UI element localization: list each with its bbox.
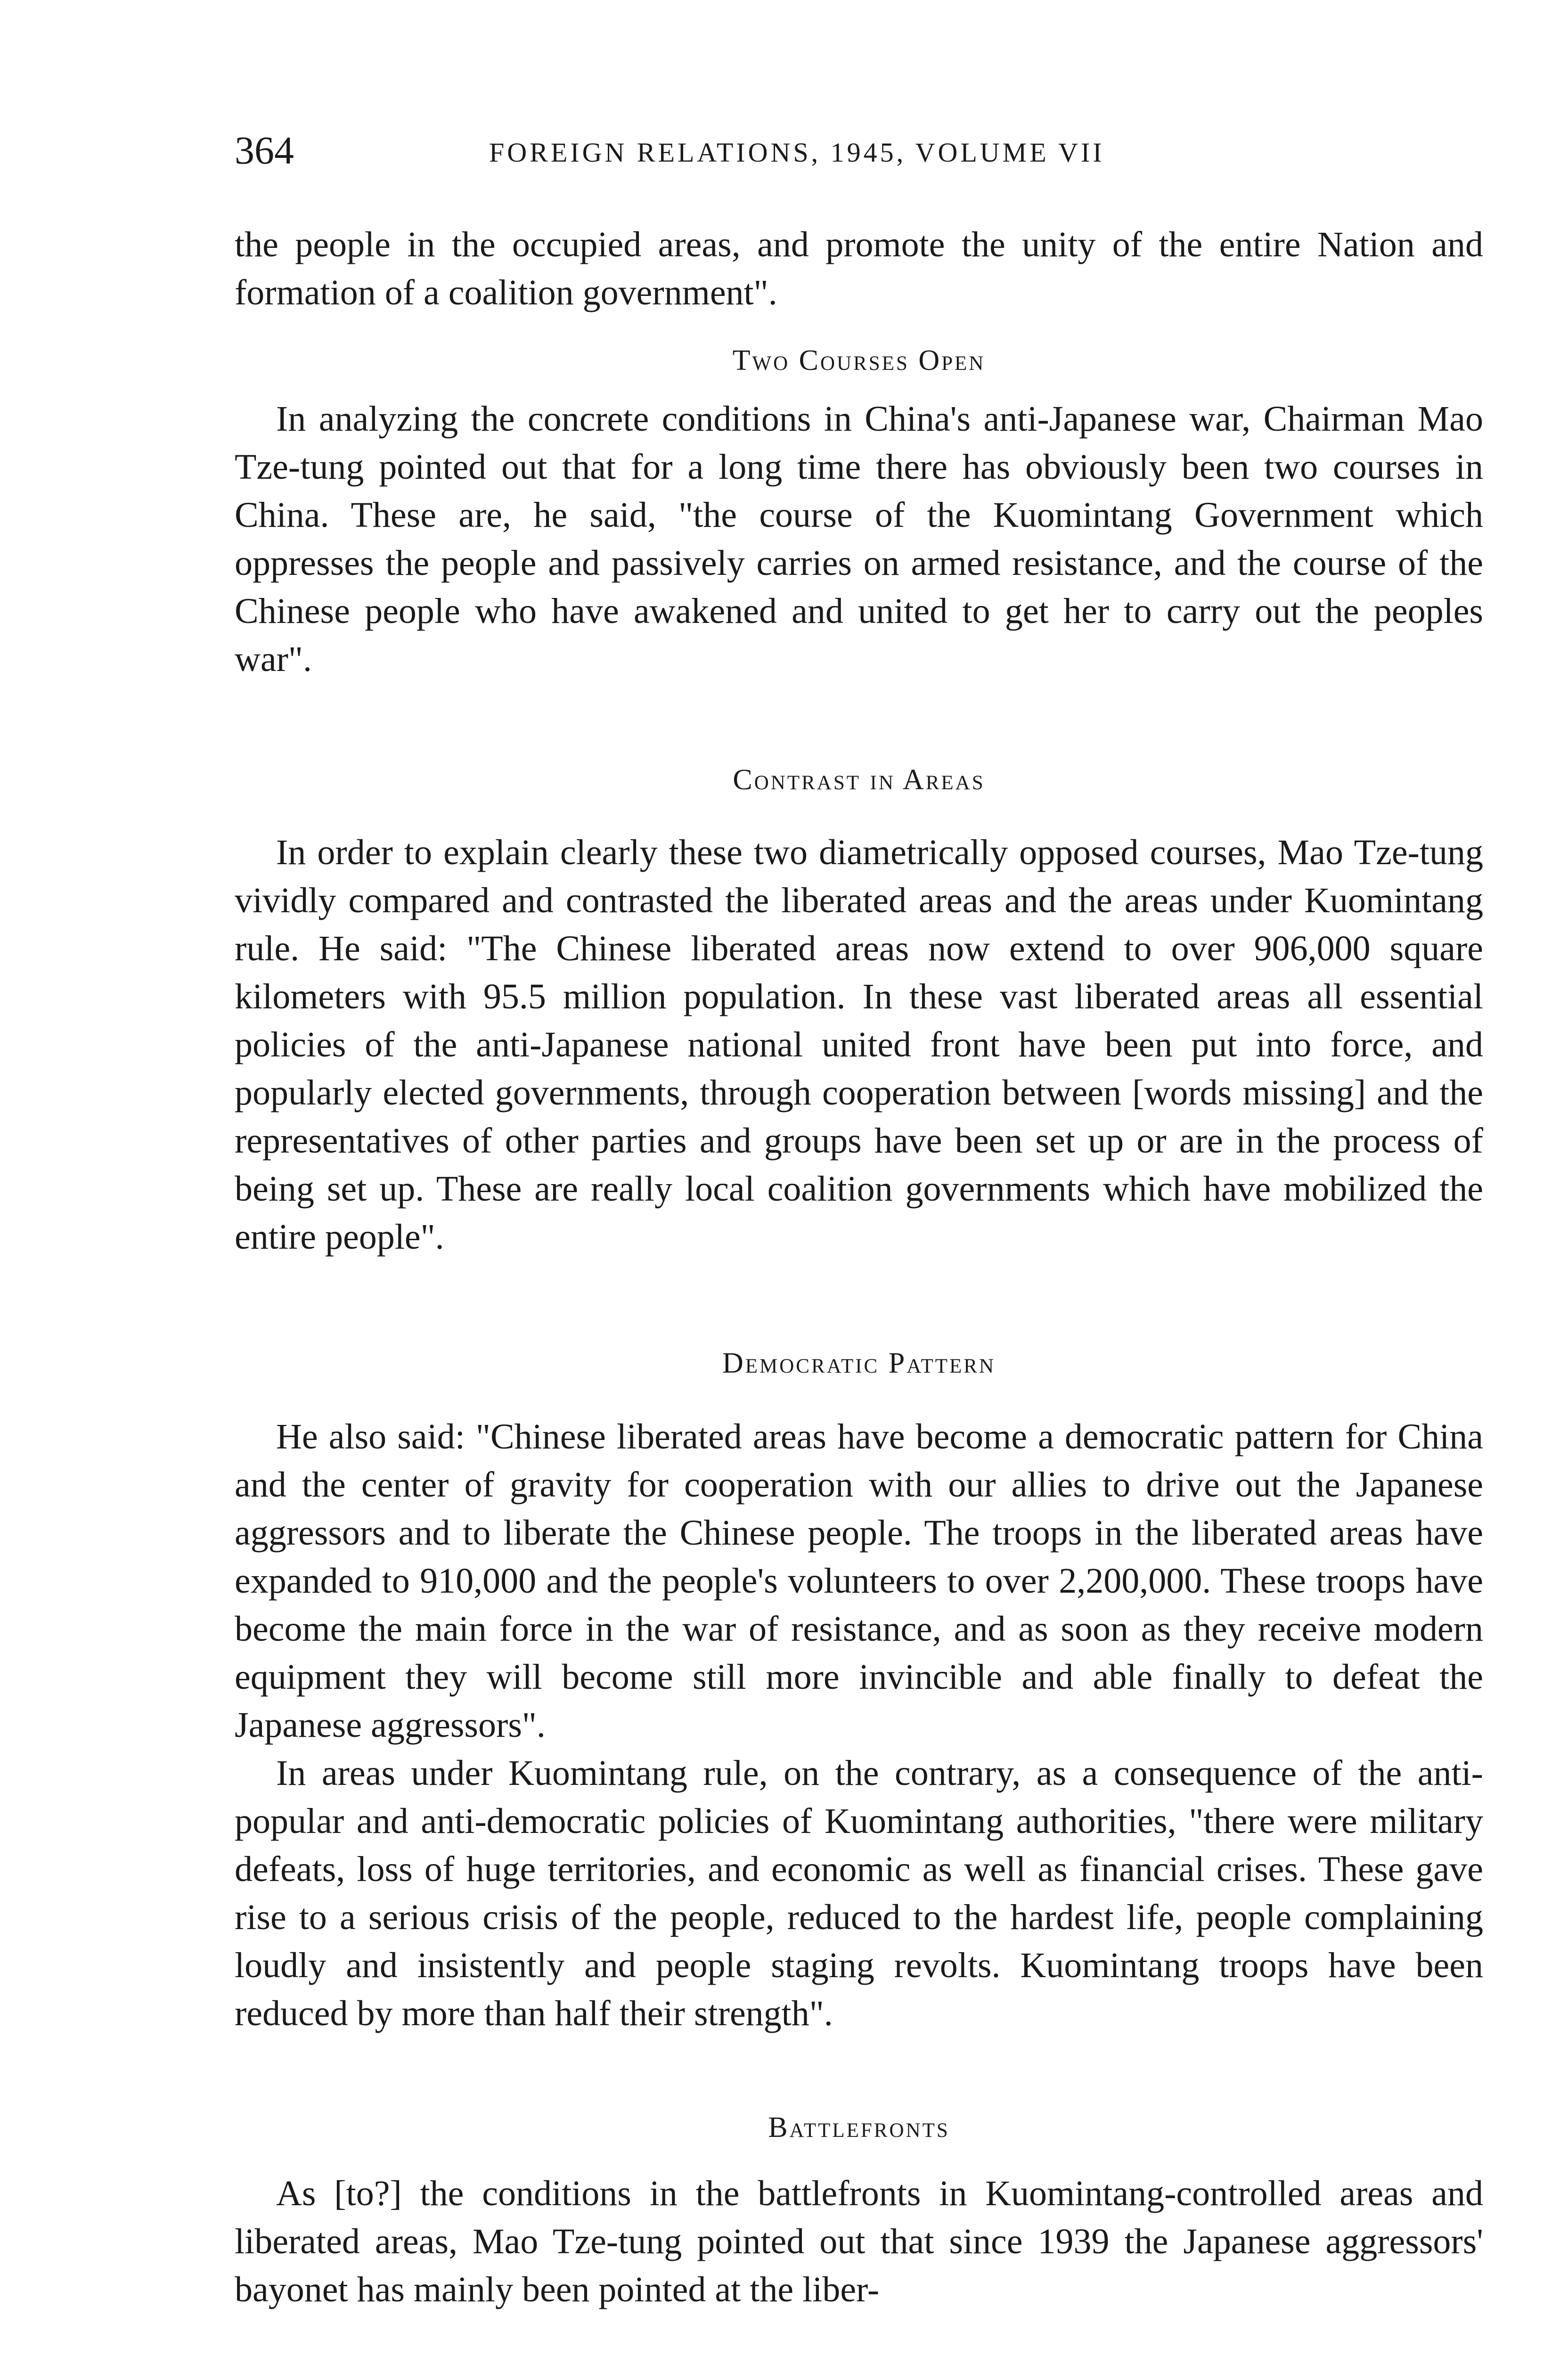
section-democratic-text — [235, 1413, 1483, 2037]
paragraph: As [to?] the conditions in the battlefronts in Kuomintang-controlled areas and liberated areas, Mao Tze-tung pointed out that since 1939 the Japanese aggressors' bayonet has mainly been pointed at the liber- — [235, 2174, 1483, 2309]
section-battlefronts-text — [235, 2169, 1483, 2314]
paragraph: In analyzing the concrete conditions in China's anti-Japanese war, Chairman Mao Tze-tung pointed out that for a long time there has obviously been two courses in China. These are, he said, "the course of the Kuomintang Government which oppresses the people and passively carries on armed resistance, and the course of the Chinese people who have awakened and united to get her to carry out the peoples war". — [235, 399, 1483, 679]
section-contrast-text — [235, 828, 1483, 1261]
running-head — [235, 127, 1483, 179]
paragraph: In order to explain clearly these two diametrically opposed courses, Mao Tze-tung vividly compared and contrasted the liberated areas and the areas under Kuomintang rule. He said: "The Chinese liberated areas now extend to over 906,000 square kilometers with 95.5 million population. In these vast liberated areas all essential policies of the anti-Japanese national united front have been put into force, and popularly elected governments, through cooperation between [words missing] and the representatives of other parties and groups have been set up or are in the process of being set up. These are really local coalition governments which have mobilized the entire people". — [235, 833, 1483, 1257]
intro-text — [235, 221, 1483, 317]
paragraph: the people in the occupied areas, and promote the unity of the entire Nation and formation of a coalition government". — [235, 225, 1483, 312]
page-number: 364 — [235, 129, 294, 172]
paragraph: He also said: "Chinese liberated areas have become a democratic pattern for China and the center of gravity for cooperation with our allies to drive out the Japanese aggressors and to liberate the Chinese people. The troops in the liberated areas have expanded to 910,000 and the people's volunteers to over 2,200,000. These troops have become the main force in the war of resistance, and as soon as they receive modern equipment they will become still more invincible and able finally to defeat the Japanese aggressors". — [235, 1417, 1483, 1745]
section-heading-contrast: Contrast in Areas — [733, 764, 985, 796]
section-heading-two-courses: Two Courses Open — [732, 344, 986, 376]
section-heading-battlefronts: Battlefronts — [768, 2111, 950, 2143]
paragraph: In areas under Kuomintang rule, on the contrary, as a consequence of the anti-popular and anti-democratic policies of Kuomintang authorities, "there were military defeats, loss of huge territories, and economic as well as financial crises. These gave rise to a serious crisis of the people, reduced to the hardest life, people complaining loudly and insistently and people staging revolts. Kuomintang troops have been reduced by more than half their strength". — [235, 1753, 1483, 2033]
section-heading-democratic: Democratic Pattern — [722, 1347, 996, 1379]
section-two-courses-text — [235, 395, 1483, 683]
running-title: FOREIGN RELATIONS, 1945, VOLUME VII — [489, 137, 1105, 168]
